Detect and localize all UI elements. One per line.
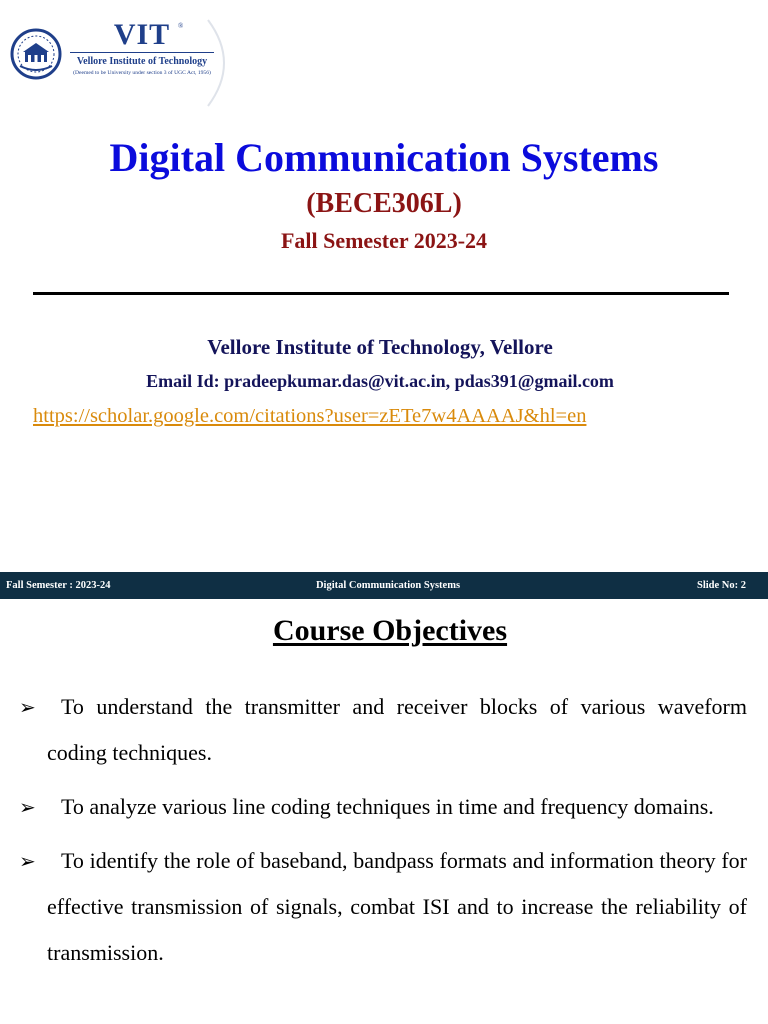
institute-name: Vellore Institute of Technology, Vellore — [207, 335, 553, 359]
list-item — [19, 784, 747, 830]
arrow-bullet-icon: ➢ — [19, 697, 36, 719]
course-code: (BECE306L) — [306, 188, 462, 219]
logo-vit-text: VIT — [113, 18, 171, 51]
list-item — [19, 684, 747, 776]
divider-line — [33, 292, 729, 295]
arrow-bullet-icon: ➢ — [19, 797, 36, 819]
email-line: Email Id: pradeepkumar.das@vit.ac.in, pdas391@gmail.com — [146, 371, 614, 391]
header-slide-number: Slide No: 2 — [696, 580, 746, 591]
logo-institute-name: Vellore Institute of Technology — [76, 56, 208, 67]
header-course-title: Digital Communication Systems — [315, 580, 461, 591]
logo-wordmark — [70, 18, 214, 76]
decorative-arc-icon — [204, 18, 244, 108]
arrow-bullet-icon: ➢ — [19, 851, 36, 873]
list-item — [19, 838, 747, 976]
objective-text: To analyze various line coding techniques in time and frequency domains. — [61, 794, 714, 819]
objective-text: To identify the role of baseband, bandpass formats and information theory for effective transmission of signals, combat ISI and to increase the reliability of transmission. — [47, 848, 747, 965]
slide-header-bar — [0, 572, 768, 599]
course-title: Digital Communication Systems — [109, 135, 659, 180]
semester-label: Fall Semester 2023-24 — [280, 228, 488, 253]
objectives-slide — [0, 572, 768, 1024]
header-semester: Fall Semester : 2023-24 — [6, 580, 111, 591]
logo-tagline: (Deemed to be University under section 3 of UGC Act, 1956) — [73, 70, 211, 76]
university-emblem-icon — [10, 26, 62, 82]
objectives-list — [19, 684, 747, 984]
google-scholar-link[interactable]: https://scholar.google.com/citations?user=zETe7w4AAAAJ&hl=en — [33, 405, 587, 427]
registered-mark: ® — [178, 22, 184, 30]
logo-rule — [70, 52, 214, 53]
objective-text: To understand the transmitter and receiver blocks of various waveform coding techniques. — [47, 694, 747, 765]
objectives-heading: Course Objectives — [272, 614, 508, 647]
vit-logo — [8, 18, 230, 88]
